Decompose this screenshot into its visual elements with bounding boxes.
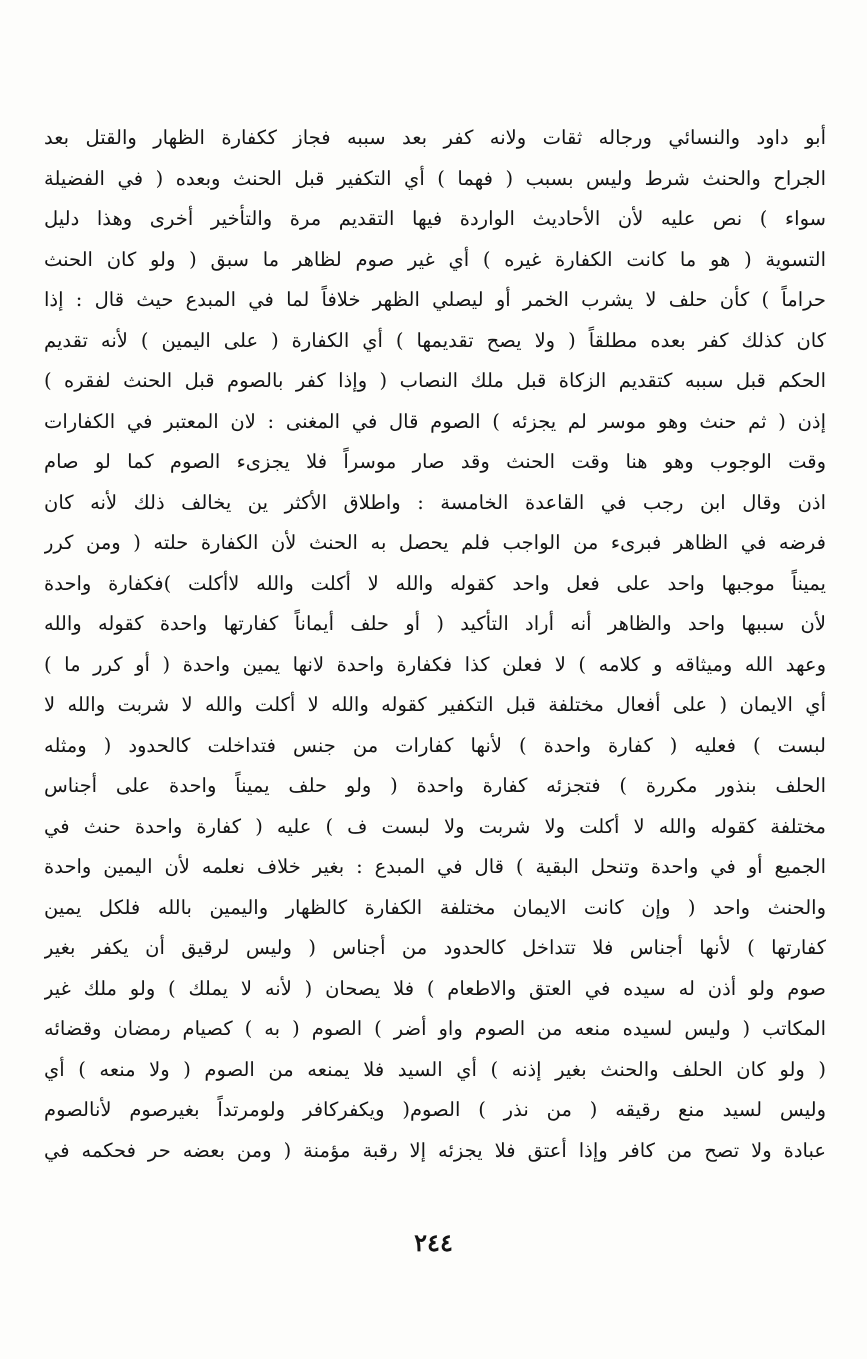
- text-line: أي الايمان ( على أفعال مختلفة قبل التكفير كقوله والله لا أكلت والله لا شربت والله لا: [44, 693, 826, 716]
- text-line: الحكم قبل سببه كتقديم الزكاة قبل ملك النصاب ( وإذا كفر بالصوم قبل الحنث لفقره ): [44, 369, 826, 392]
- text-line: إذن ( ثم حنث وهو موسر لم يجزئه ) الصوم قال في المغنى : لان المعتبر في الكفارات: [44, 409, 826, 433]
- text-line: عبادة ولا تصح من كافر وإذا أعتق فلا يجزئه إلا رقبة مؤمنة ( ومن بعضه حر فحكمه في: [44, 1138, 826, 1162]
- text-line: وليس لسيد منع رقيقه ( من نذر ) الصوم( ويكفركافر ولومرتداً بغيرصوم لأنالصوم: [44, 1098, 826, 1121]
- text-line: وعهد الله وميثاقه و كلامه ) لا فعلن كذا فكفارة واحدة لانها يمين واحدة ( أو كرر ما ): [44, 652, 826, 676]
- text-line: يميناً موجبها واحد على فعل واحد كقوله والله لا أكلت والله لاأكلت )فكفارة واحدة: [44, 571, 826, 595]
- text-line: صوم ولو أذن له سيده في العتق والاطعام ) فلا يصحان ( لأنه لا يملك ) ولو ملك غير: [44, 976, 826, 1000]
- text-line: مختلفة كقوله والله لا أكلت ولا شربت ولا لبست ف ) عليه ( كفارة واحدة حنث في: [44, 814, 826, 838]
- text-line: كفارتها ) لأنها أجناس فلا تتداخل كالحدود من أجناس ( وليس لرقيق أن يكفر بغير: [44, 936, 826, 959]
- text-line: المكاتب ( وليس لسيده منعه من الصوم واو أضر ) الصوم ( به ) كصيام رمضان وقضائه: [44, 1017, 826, 1040]
- text-line: الحلف بنذور مكررة ) فتجزئه كفارة واحدة ( ولو حلف يميناً واحدة على أجناس: [44, 774, 826, 797]
- text-line: حراماً ) كأن حلف لا يشرب الخمر أو ليصلي الظهر خلافاً لما في المبدع حيث قال : إذا: [44, 288, 826, 311]
- body-text: [44, 118, 826, 1171]
- page-number: ٢٤٤: [414, 1228, 453, 1257]
- text-line: لأن سببها واحد والظاهر أنه أراد التأكيد ( أو حلف أيماناً كفارتها واحدة كقوله والله: [44, 612, 826, 635]
- text-line: اذن وقال ابن رجب في القاعدة الخامسة : واطلاق الأكثر ين يخالف ذلك لأنه كان: [44, 490, 826, 514]
- text-line: الجراح والحنث شرط وليس بسبب ( فهما ) أي التكفير قبل الحنث وبعده ( في الفضيلة: [44, 166, 826, 190]
- text-line: سواء ) نص عليه لأن الأحاديث الواردة فيها التقديم مرة والتأخير أخرى وهذا دليل: [44, 207, 826, 230]
- text-line: التسوية ( هو ما كانت الكفارة غيره ) أي غير صوم لظاهر ما سبق ( ولو كان الحنث: [44, 247, 826, 271]
- text-line: وقت الوجوب وهو هنا وقت الحنث وقد صار موسراً فلا يجزىء الصوم كما لو صام: [44, 450, 826, 473]
- text-line: أبو داود والنسائي ورجاله ثقات ولانه كفر بعد سببه فجاز ككفارة الظهار والقتل بعد: [44, 126, 826, 149]
- text-line: فرضه في الظاهر فبرىء من الواجب فلم يحصل به الحنث لأن الكفارة حلته ( ومن كرر: [44, 531, 826, 554]
- text-line: والحنث واحد ( وإن كانت الايمان مختلفة الكفارة كالظهار واليمين بالله فلكل يمين: [44, 895, 826, 919]
- text-line: كان كذلك كفر بعده مطلقاً ( ولا يصح تقديمها ) أي الكفارة ( على اليمين ) لأنه تقديم: [44, 328, 826, 352]
- text-line: الجميع أو في واحدة وتنحل البقية ) قال في المبدع : بغير خلاف نعلمه لأن اليمين واحدة: [44, 855, 826, 878]
- text-line: ( ولو كان الحلف والحنث بغير إذنه ) أي السيد فلا يمنعه من الصوم ( ولا منعه ) أي: [44, 1057, 826, 1081]
- text-line: لبست ) فعليه ( كفارة واحدة ) لأنها كفارات من جنس فتداخلت كالحدود ( ومثله: [44, 733, 826, 757]
